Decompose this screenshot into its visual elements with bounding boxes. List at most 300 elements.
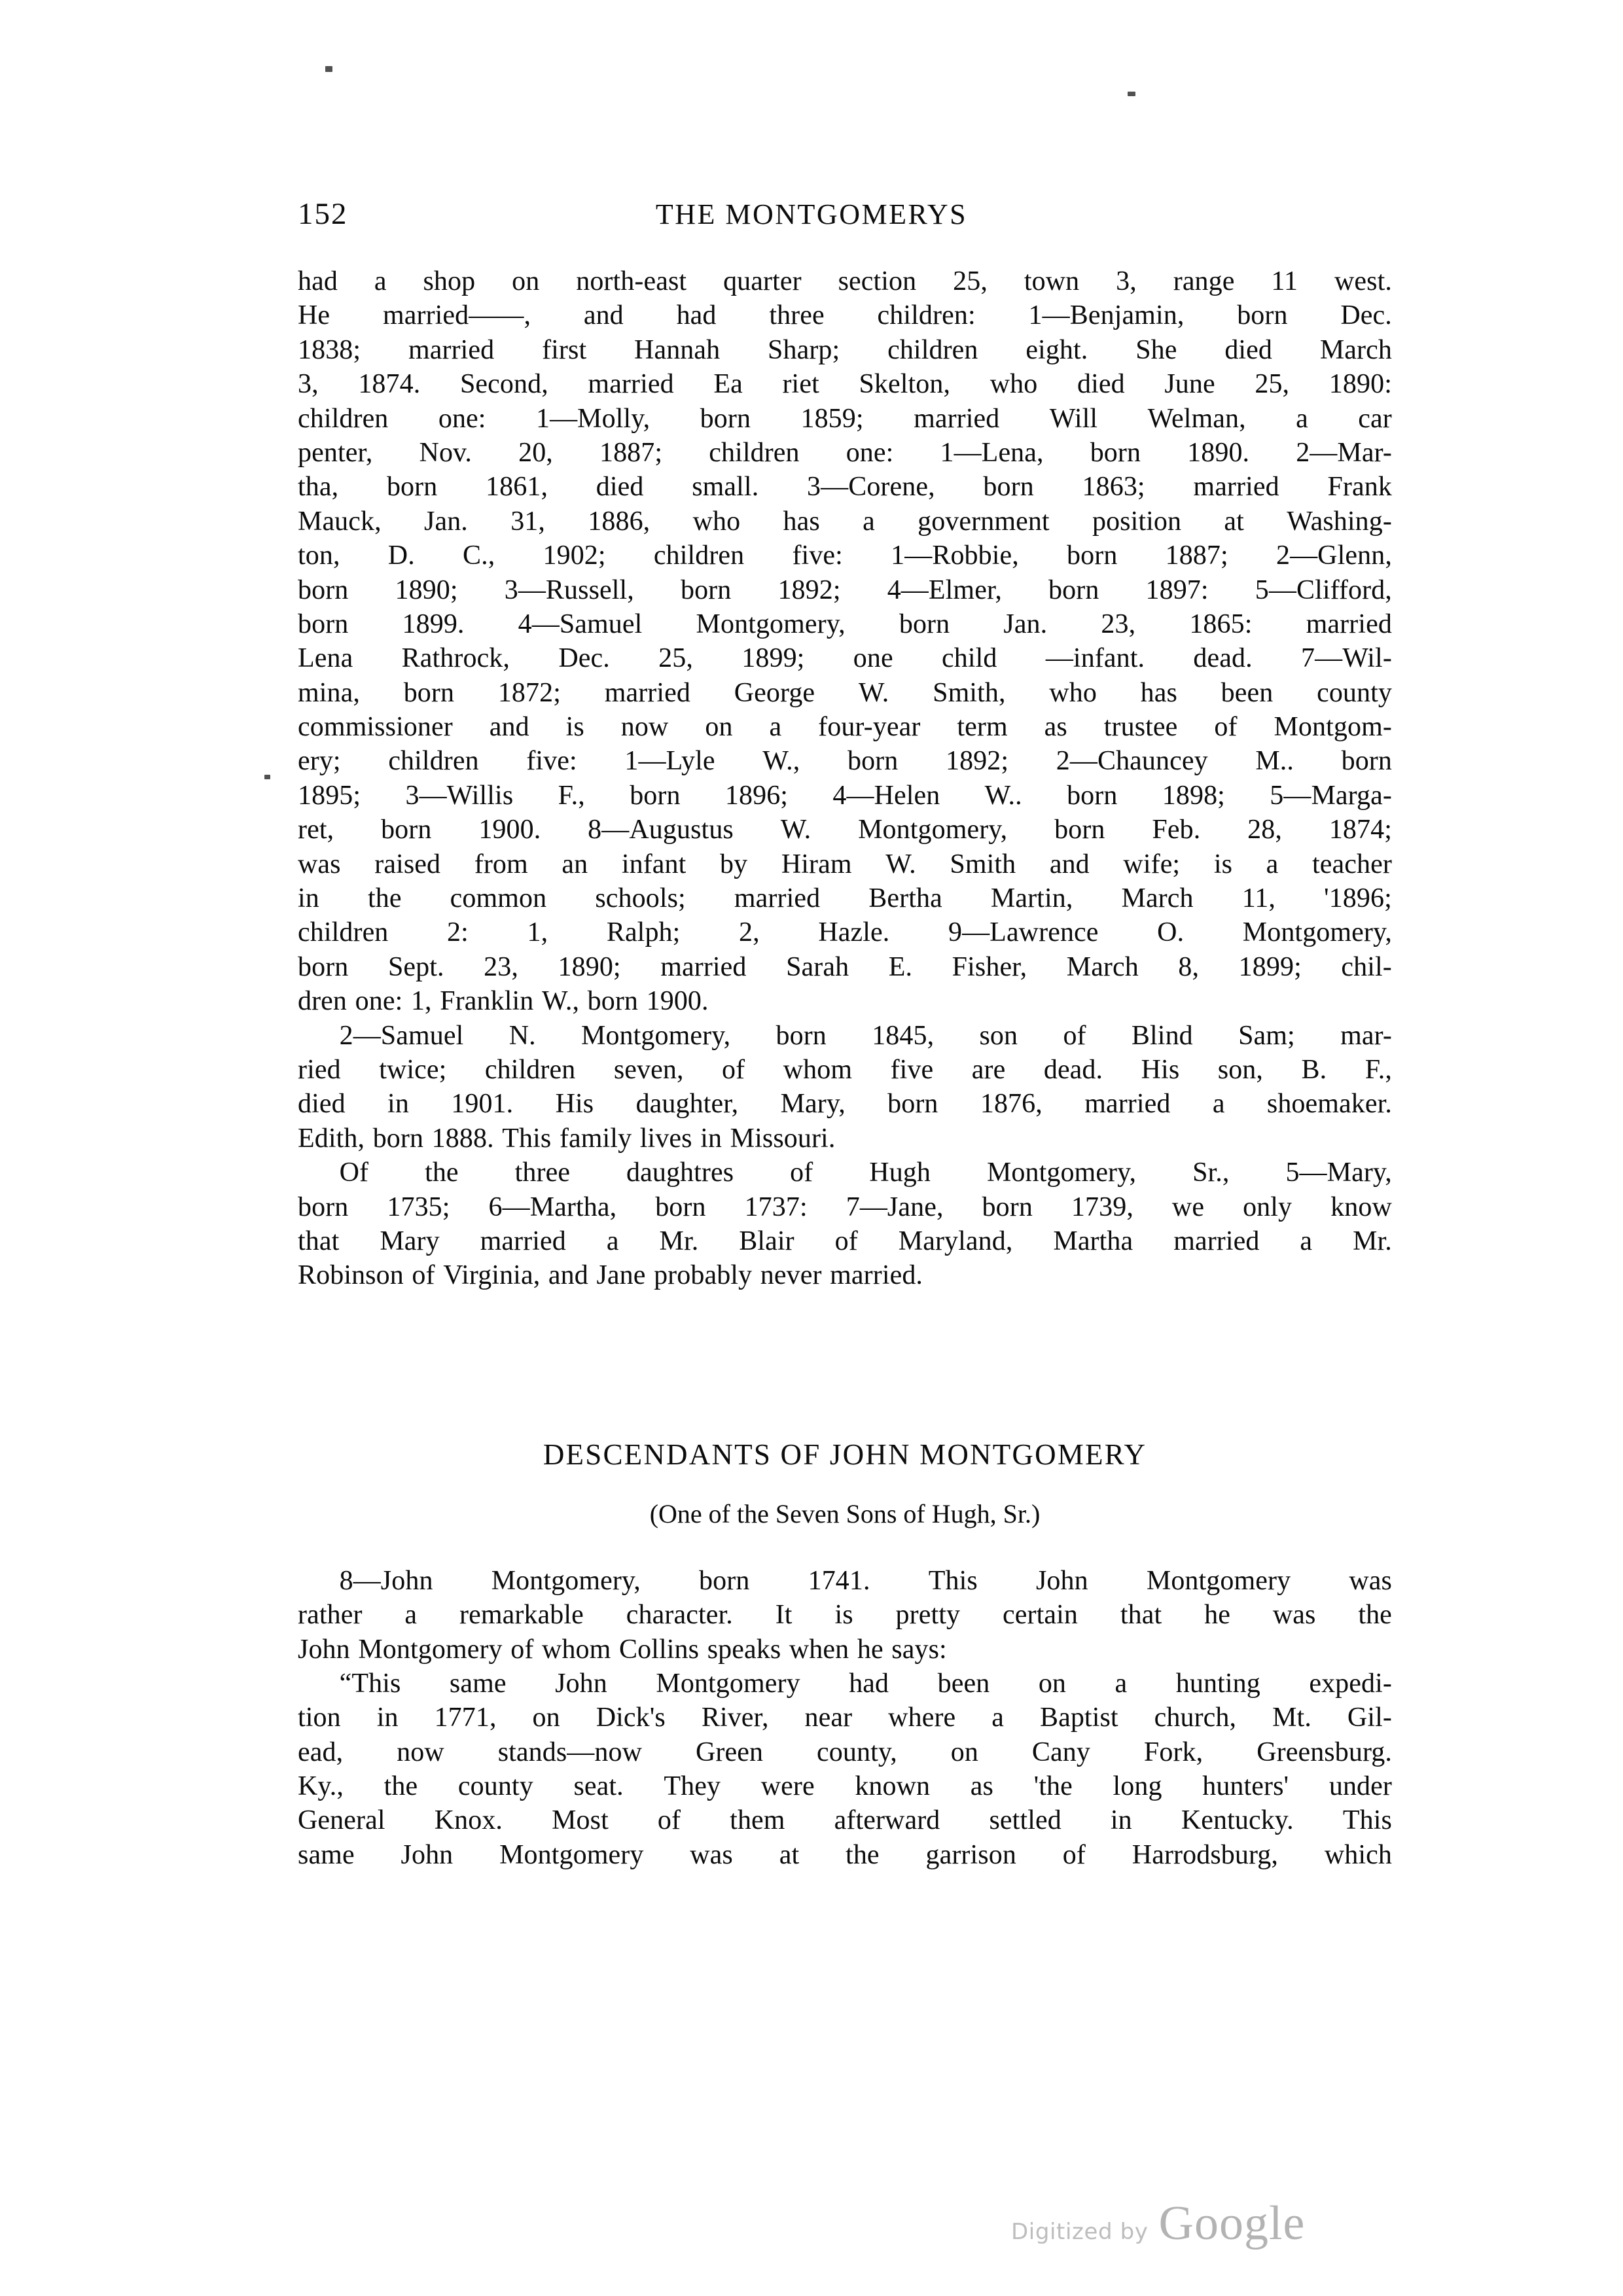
text-word: Sr., — [1192, 1157, 1230, 1188]
text-word: whom — [783, 1054, 853, 1085]
text-word: married — [1193, 472, 1279, 503]
text-word: family — [559, 1123, 632, 1154]
text-word: Blair — [739, 1226, 794, 1256]
text-word: N. — [508, 1020, 536, 1051]
text-word: common — [450, 883, 547, 914]
text-word: Sept. — [387, 951, 444, 982]
text-word: Skelton, — [859, 369, 951, 400]
text-word: he — [857, 1634, 883, 1665]
text-word: pretty — [895, 1600, 961, 1631]
text-word: Frank — [1327, 472, 1392, 503]
text-word: we — [1171, 1192, 1205, 1222]
text-word: children — [653, 540, 745, 571]
text-word: is — [834, 1600, 853, 1631]
text-line — [298, 470, 1392, 504]
text-word: 7—Jane, — [846, 1192, 944, 1222]
text-word: ead, — [298, 1737, 344, 1767]
text-word: Green — [695, 1737, 764, 1767]
text-line — [298, 504, 1392, 539]
paragraph-john-montgomery — [298, 1564, 1392, 1667]
text-line — [298, 1633, 1392, 1667]
text-line — [298, 436, 1392, 470]
text-word: married——, — [382, 300, 531, 331]
text-word: Kentucky. — [1181, 1805, 1294, 1836]
text-word: Knox. — [434, 1805, 503, 1836]
text-word: Ea — [713, 369, 743, 400]
running-head-title: THE MONTGOMERYS — [655, 198, 968, 230]
text-word: 2: — [447, 917, 469, 948]
text-word: Blind — [1131, 1020, 1193, 1051]
text-word: Hugh — [869, 1157, 931, 1188]
text-word: June — [1164, 369, 1215, 400]
text-word: born — [847, 746, 899, 777]
text-word: quarter — [723, 266, 802, 296]
text-word: the — [1358, 1600, 1392, 1631]
text-word: son, — [1217, 1054, 1264, 1085]
text-word: only — [1243, 1192, 1293, 1222]
text-word: Lena — [298, 643, 353, 674]
text-word: expedi- — [1309, 1668, 1392, 1699]
text-word: Dec. — [1340, 300, 1392, 331]
text-line — [298, 676, 1392, 710]
text-word: in — [376, 1703, 399, 1733]
text-word: Hannah — [634, 334, 721, 365]
text-word: remarkable — [459, 1600, 584, 1631]
text-word: Edith, — [298, 1123, 365, 1154]
text-word: afterward — [834, 1805, 940, 1836]
text-word: 1887; — [599, 437, 663, 468]
text-line — [298, 1838, 1392, 1872]
text-word: seven, — [613, 1054, 684, 1085]
text-word: River, — [701, 1703, 769, 1733]
text-word: 1874; — [1329, 815, 1392, 845]
text-word: ret, — [298, 815, 334, 845]
text-word: born — [700, 403, 751, 434]
text-line — [298, 1087, 1392, 1121]
text-word: of — [412, 1260, 435, 1291]
text-line — [298, 1156, 1392, 1190]
page-text-block — [298, 264, 1392, 1872]
text-word: and — [548, 1260, 588, 1291]
text-word: character. — [626, 1600, 733, 1631]
text-word: “This — [298, 1668, 401, 1699]
text-word: position — [1092, 506, 1182, 537]
text-word: born — [630, 780, 681, 811]
text-word: 5—Mary, — [1285, 1157, 1392, 1188]
text-word: the — [425, 1157, 459, 1188]
text-word: C., — [462, 540, 495, 571]
text-word: were — [760, 1771, 815, 1802]
text-word: M.. — [1255, 746, 1294, 777]
digitized-by-google-watermark — [1011, 2196, 1305, 2252]
text-word: five: — [526, 746, 577, 777]
text-word: 1—Molly, — [535, 403, 651, 434]
text-word: 1876, — [980, 1089, 1043, 1120]
text-word: Missouri. — [730, 1123, 836, 1154]
text-word: Bertha — [868, 883, 942, 914]
text-word: twice; — [379, 1054, 447, 1085]
text-word: born — [298, 1192, 349, 1222]
text-word: tion — [298, 1703, 341, 1733]
paragraph-three-daughters — [298, 1156, 1392, 1293]
text-word: 11, — [1241, 883, 1275, 914]
text-word: and — [583, 300, 624, 331]
text-word: penter, — [298, 437, 373, 468]
text-word: Cany — [1031, 1737, 1090, 1767]
text-word: teacher — [1312, 849, 1392, 879]
text-word: born — [587, 986, 639, 1017]
text-word: 1899; — [741, 643, 805, 674]
text-word: Sharp; — [768, 334, 840, 365]
text-word: shoemaker. — [1266, 1089, 1392, 1120]
text-word: town — [1024, 266, 1080, 296]
text-word: This — [928, 1565, 978, 1596]
text-word: '1896; — [1324, 883, 1392, 914]
text-word: the — [846, 1839, 880, 1870]
text-word: F., — [1364, 1054, 1392, 1085]
text-word: 20, — [518, 437, 553, 468]
text-word: is — [565, 712, 584, 743]
text-word: Robinson — [298, 1260, 404, 1291]
text-word: born — [680, 574, 732, 605]
text-word: eight. — [1026, 334, 1088, 365]
text-word: now — [397, 1737, 444, 1767]
text-word: married — [734, 883, 821, 914]
text-word: dead. — [1043, 1054, 1103, 1085]
text-word: Greensburg. — [1257, 1737, 1392, 1767]
text-word: died — [1224, 334, 1273, 365]
text-word: He — [298, 300, 330, 331]
text-word: died — [1077, 369, 1125, 400]
text-word: born — [1048, 574, 1099, 605]
text-word: Sam; — [1238, 1020, 1295, 1051]
text-word: infant — [621, 849, 687, 879]
text-word: 25, — [1255, 369, 1290, 400]
text-word: 8—John — [298, 1565, 433, 1596]
text-word: 25, — [658, 643, 693, 674]
text-word: born — [1090, 437, 1141, 468]
text-word: never — [760, 1260, 822, 1291]
text-word: married — [588, 369, 674, 400]
text-word: Montgomery, — [858, 815, 1008, 845]
text-word: 11 — [1271, 266, 1298, 296]
text-word: married — [1306, 609, 1392, 639]
text-word: 1735; — [387, 1192, 450, 1222]
text-word: under — [1329, 1771, 1392, 1802]
text-word: Montgomery, — [696, 609, 846, 639]
text-word: Sarah — [786, 951, 849, 982]
text-word: 1845, — [872, 1020, 935, 1051]
scan-speck-artifact — [325, 66, 332, 72]
text-word: John — [298, 1634, 350, 1665]
text-word: a — [769, 712, 782, 743]
text-word: in — [700, 1123, 722, 1154]
text-word: same — [449, 1668, 507, 1699]
text-line — [298, 710, 1392, 744]
text-word: born — [372, 1123, 424, 1154]
body-text-lower — [298, 1564, 1392, 1873]
text-line — [298, 1019, 1392, 1053]
text-word: married — [408, 334, 495, 365]
text-word: Nov. — [419, 437, 473, 468]
text-word: W. — [780, 815, 812, 845]
text-word: five — [890, 1054, 934, 1085]
text-word: 1902; — [543, 540, 606, 571]
text-word: settled — [989, 1805, 1061, 1836]
text-word: Jan. — [424, 506, 468, 537]
text-word: church, — [1154, 1703, 1237, 1733]
text-line — [298, 984, 1392, 1018]
text-word: W. — [858, 677, 889, 708]
text-word: 1892; — [945, 746, 1009, 777]
text-word: who — [692, 506, 741, 537]
text-word: 'the — [1033, 1771, 1073, 1802]
text-word: Collins — [619, 1634, 700, 1665]
text-line — [298, 847, 1392, 881]
text-word: where — [888, 1703, 956, 1733]
text-word: range — [1173, 266, 1235, 296]
text-word: March — [1121, 883, 1194, 914]
text-word: a — [1300, 1226, 1313, 1256]
text-line — [298, 641, 1392, 675]
text-word: 31, — [510, 506, 545, 537]
text-word: garrison — [925, 1839, 1016, 1870]
text-word: in — [387, 1089, 409, 1120]
text-word: born — [655, 1192, 706, 1222]
text-word: children — [298, 403, 389, 434]
text-word: one — [853, 643, 893, 674]
text-word: D. — [387, 540, 415, 571]
text-line — [298, 264, 1392, 298]
text-line — [298, 1258, 1392, 1292]
text-word: long — [1113, 1771, 1162, 1802]
text-word: Mary, — [780, 1089, 846, 1120]
text-word: west. — [1334, 266, 1392, 296]
text-word: married — [914, 403, 1000, 434]
text-word: north-east — [576, 266, 687, 296]
text-word: of — [790, 1157, 813, 1188]
text-word: John — [555, 1668, 607, 1699]
text-word: They — [664, 1771, 721, 1802]
text-word: died — [596, 472, 644, 503]
text-word: born — [1237, 300, 1288, 331]
scan-speck-artifact — [1128, 92, 1135, 96]
text-word: who — [990, 369, 1038, 400]
text-word: a — [1296, 403, 1308, 434]
text-word: 8—Augustus — [588, 815, 734, 845]
text-word: Ky., — [298, 1771, 344, 1802]
text-word: commissioner — [298, 712, 453, 743]
text-word: of — [510, 1634, 534, 1665]
text-word: married — [604, 677, 690, 708]
text-word: Jane — [596, 1260, 646, 1291]
text-word: This — [502, 1123, 552, 1154]
text-line — [298, 813, 1392, 847]
text-word: when — [789, 1634, 849, 1665]
paragraph-collins-quotation — [298, 1667, 1392, 1872]
text-word: seat. — [573, 1771, 624, 1802]
text-word: born — [1067, 540, 1118, 571]
text-word: a — [404, 1600, 418, 1631]
text-word: schools; — [595, 883, 686, 914]
text-line — [298, 1735, 1392, 1769]
text-word: 1739, — [1071, 1192, 1133, 1222]
text-line — [298, 367, 1392, 401]
text-word: a — [374, 266, 387, 296]
text-word: born — [403, 677, 455, 708]
text-word: on — [950, 1737, 978, 1767]
text-word: probably — [654, 1260, 753, 1291]
text-line — [298, 915, 1392, 949]
text-word: 3—Russell, — [504, 574, 634, 605]
text-word: are — [971, 1054, 1006, 1085]
text-word: 1861, — [486, 472, 548, 503]
text-word: known — [855, 1771, 931, 1802]
text-word: Mr. — [659, 1226, 699, 1256]
text-word: lives — [639, 1123, 692, 1154]
text-word: one: — [355, 986, 403, 1017]
text-word: W., — [541, 986, 580, 1017]
text-word: Mauck, — [298, 506, 382, 537]
text-word: 1737: — [744, 1192, 808, 1222]
text-word: 1—Robbie, — [891, 540, 1019, 571]
text-word: 1901. — [451, 1089, 514, 1120]
text-word: and — [1049, 849, 1090, 879]
section-subheading: (One of the Seven Sons of Hugh, Sr.) — [649, 1498, 1041, 1528]
text-word: His — [1141, 1054, 1180, 1085]
text-word: of — [1214, 712, 1238, 743]
text-word: the — [383, 1771, 418, 1802]
text-word: son — [979, 1020, 1018, 1051]
text-word: 4—Elmer, — [887, 574, 1002, 605]
text-word: dead. — [1193, 643, 1253, 674]
text-word: he — [1204, 1600, 1230, 1631]
text-word: Dec. — [558, 643, 610, 674]
text-word: shop — [423, 266, 476, 296]
text-word: has — [783, 506, 820, 537]
text-word: child — [942, 643, 997, 674]
text-word: born — [298, 574, 349, 605]
text-word: been — [937, 1668, 990, 1699]
text-line — [298, 333, 1392, 367]
text-word: She — [1135, 334, 1177, 365]
text-line — [298, 881, 1392, 915]
text-word: five: — [792, 540, 843, 571]
text-word: Ralph; — [606, 917, 681, 948]
text-word: 1890; — [558, 951, 621, 982]
text-word: E. — [888, 951, 913, 982]
text-word: on — [1038, 1668, 1067, 1699]
text-word: Mt. — [1272, 1703, 1311, 1733]
text-word: now — [620, 712, 669, 743]
text-word: 1896; — [724, 780, 789, 811]
text-word: March — [1319, 334, 1392, 365]
text-word: 1741. — [808, 1565, 870, 1596]
text-word: children — [484, 1054, 576, 1085]
text-word: in — [1110, 1805, 1132, 1836]
text-word: 23, — [1101, 609, 1136, 639]
text-word: certain — [1003, 1600, 1078, 1631]
text-word: tha, — [298, 472, 339, 503]
text-word: 4—Samuel — [518, 609, 643, 639]
text-word: 2—Glenn, — [1275, 540, 1392, 571]
text-word: hunting — [1175, 1668, 1260, 1699]
text-word: Mary — [380, 1226, 440, 1256]
text-word: 9—Lawrence — [948, 917, 1099, 948]
text-word: 3, — [298, 369, 319, 400]
text-word: born — [381, 815, 432, 845]
text-line — [298, 1190, 1392, 1224]
text-word: born — [386, 472, 438, 503]
text-word: Smith, — [933, 677, 1006, 708]
text-word: married — [660, 951, 747, 982]
text-word: John — [401, 1839, 454, 1870]
section-heading: DESCENDANTS OF JOHN MONTGOMERY — [543, 1438, 1147, 1471]
text-word: 1, — [410, 986, 432, 1017]
text-word: Virginia, — [443, 1260, 541, 1291]
text-word: W., — [762, 746, 800, 777]
text-line — [298, 779, 1392, 813]
text-word: Montgomery, — [986, 1157, 1137, 1188]
text-word: a — [606, 1226, 619, 1256]
text-word: George — [734, 677, 815, 708]
text-word: raised — [374, 849, 441, 879]
text-word: 1890: — [1329, 369, 1392, 400]
text-word: Smith — [950, 849, 1016, 879]
page-number: 152 — [298, 197, 348, 231]
paragraph-benjamin-montgomery — [298, 264, 1392, 1019]
text-line — [298, 539, 1392, 573]
text-word: has — [1140, 677, 1177, 708]
text-word: 1899. — [402, 609, 465, 639]
text-word: government — [918, 506, 1050, 537]
text-word: a — [991, 1703, 1004, 1733]
text-word: was — [1349, 1565, 1392, 1596]
text-word: 1900. — [478, 815, 541, 845]
text-word: 1, — [527, 917, 548, 948]
text-word: 3—Corene, — [807, 472, 935, 503]
body-text-upper — [298, 264, 1392, 1293]
text-word: born — [298, 951, 349, 982]
text-line — [298, 1701, 1392, 1735]
text-word: Welman, — [1147, 403, 1246, 434]
text-word: at — [1224, 506, 1244, 537]
text-line — [298, 402, 1392, 436]
text-word: ried — [298, 1054, 341, 1085]
text-word: mina, — [298, 677, 360, 708]
text-word: Baptist — [1039, 1703, 1118, 1733]
text-line — [298, 1053, 1392, 1087]
text-word: Most — [552, 1805, 609, 1836]
text-line — [298, 607, 1392, 641]
text-word: 1863; — [1082, 472, 1145, 503]
text-word: at — [779, 1839, 800, 1870]
text-word: of — [722, 1054, 745, 1085]
text-word: 1838; — [298, 334, 361, 365]
text-word: It — [775, 1600, 793, 1631]
text-word: was — [1272, 1600, 1316, 1631]
text-word: hunters' — [1202, 1771, 1289, 1802]
text-word: 2, — [739, 917, 760, 948]
text-word: 1899; — [1238, 951, 1302, 982]
text-word: Montgom- — [1274, 712, 1392, 743]
text-word: Martha — [1053, 1226, 1133, 1256]
text-line — [298, 573, 1392, 607]
text-word: 1888. — [431, 1123, 494, 1154]
text-word: whom — [542, 1634, 611, 1665]
text-word: born — [298, 609, 349, 639]
text-word: had — [849, 1668, 889, 1699]
